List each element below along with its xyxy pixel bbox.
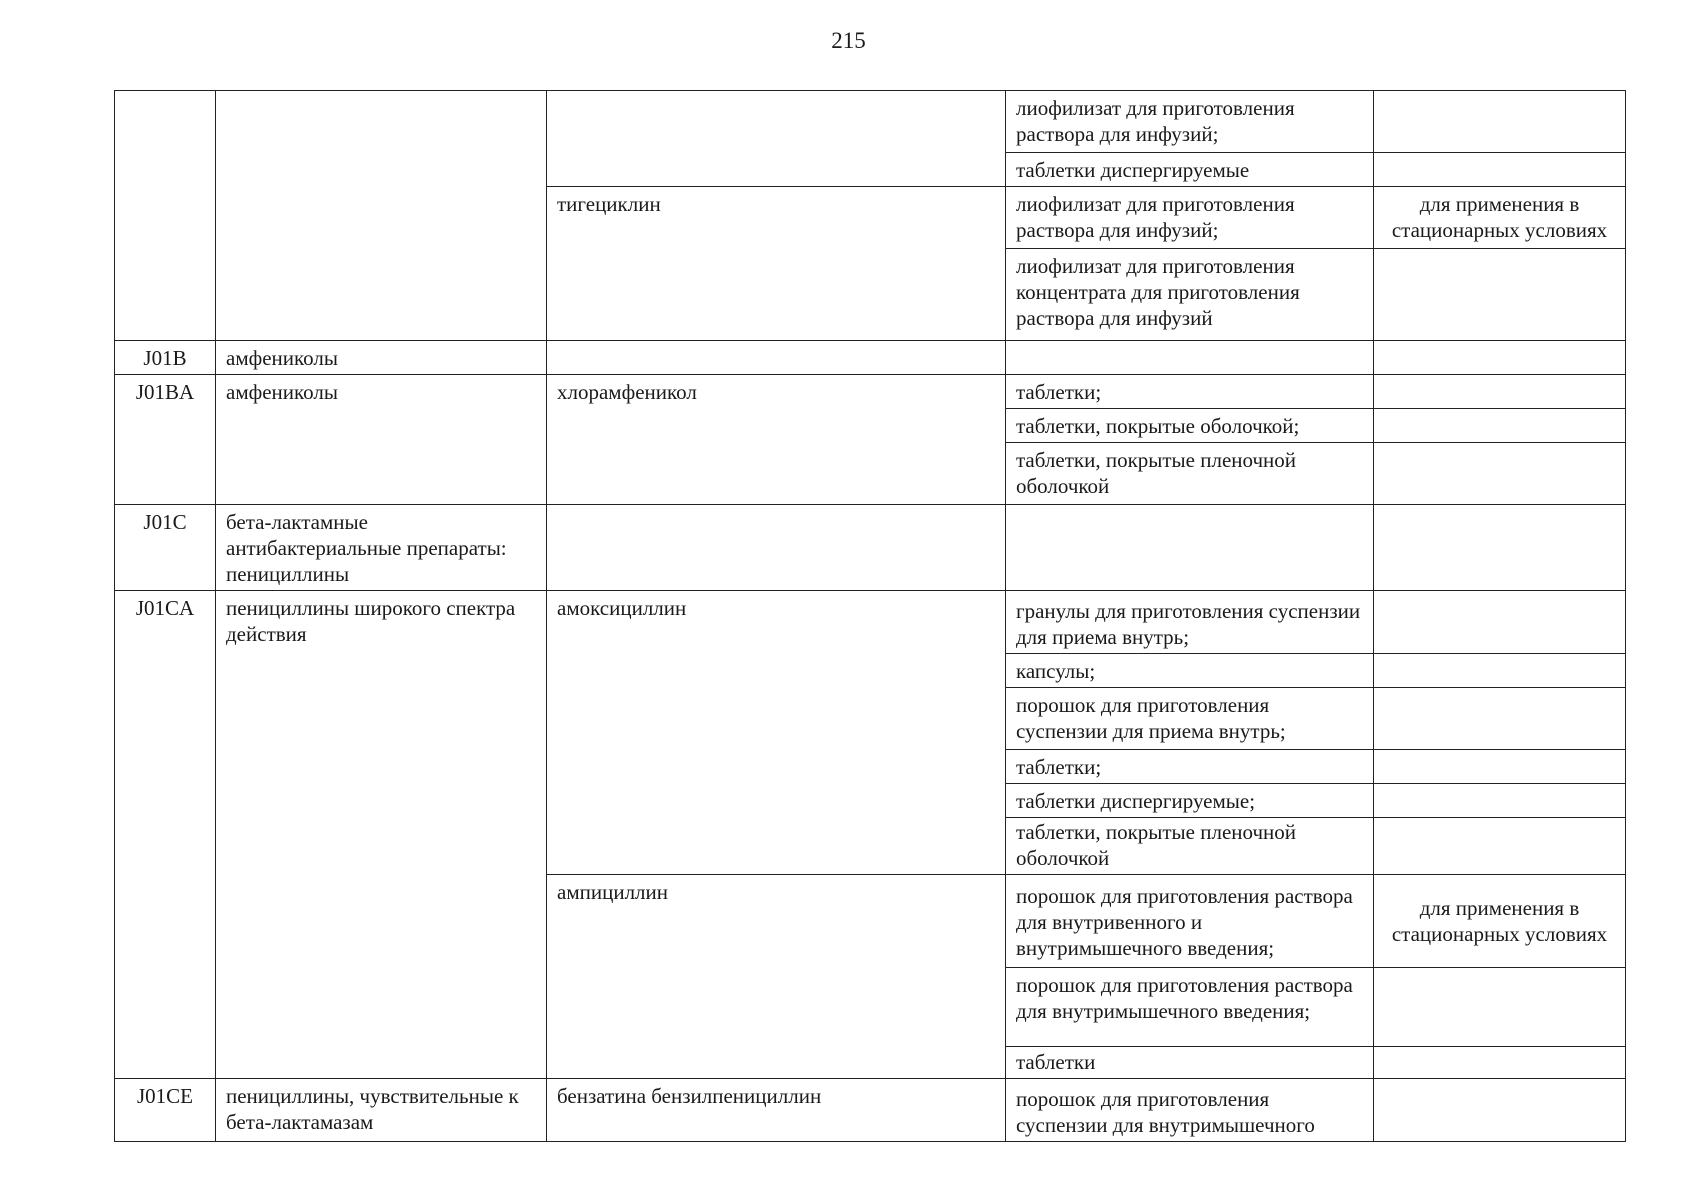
note-cell	[1374, 968, 1626, 1047]
group-name-cell: амфениколы	[216, 375, 547, 505]
group-name-cell: пенициллины, чувствительные к бета-лактамазам	[216, 1079, 547, 1142]
note-cell	[1374, 341, 1626, 375]
note-cell	[1374, 1079, 1626, 1142]
dosage-form-cell: капсулы;	[1006, 654, 1374, 688]
dosage-form-cell	[1006, 341, 1374, 375]
drug-name-cell: хлорамфеникол	[547, 375, 1006, 505]
dosage-form-cell: порошок для приготовления раствора для внутривенного и внутримышечного введения;	[1006, 875, 1374, 968]
dosage-form-cell: таблетки, покрытые оболочкой;	[1006, 409, 1374, 443]
table-row	[115, 1079, 1626, 1142]
atc-code-cell: J01CE	[115, 1079, 216, 1142]
note-cell	[1374, 409, 1626, 443]
table-row	[115, 91, 1626, 153]
dosage-form-cell: порошок для приготовления раствора для внутримышечного введения;	[1006, 968, 1374, 1047]
note-cell	[1374, 688, 1626, 750]
drug-name-cell	[547, 505, 1006, 591]
note-cell	[1374, 249, 1626, 341]
dosage-form-cell: таблетки диспергируемые	[1006, 153, 1374, 187]
dosage-form-cell: таблетки, покрытые пленочной оболочкой	[1006, 818, 1374, 875]
note-cell	[1374, 654, 1626, 688]
page-number: 215	[831, 28, 866, 53]
dosage-form-cell: таблетки	[1006, 1047, 1374, 1079]
dosage-form-cell: таблетки;	[1006, 375, 1374, 409]
drug-name-cell	[547, 91, 1006, 187]
dosage-form-cell: таблетки;	[1006, 750, 1374, 784]
note-cell	[1374, 375, 1626, 409]
note-cell	[1374, 591, 1626, 654]
note-cell	[1374, 784, 1626, 818]
dosage-form-cell: лиофилизат для приготовления раствора для инфузий;	[1006, 91, 1374, 153]
dosage-form-cell: таблетки диспергируемые;	[1006, 784, 1374, 818]
atc-code-cell: J01C	[115, 505, 216, 591]
note-cell	[1374, 505, 1626, 591]
group-name-cell: пенициллины широкого спектра действия	[216, 591, 547, 1079]
dosage-form-cell: гранулы для приготовления суспензии для приема внутрь;	[1006, 591, 1374, 654]
drug-name-cell	[547, 341, 1006, 375]
drug-name-cell: тигециклин	[547, 187, 1006, 341]
note-cell	[1374, 818, 1626, 875]
atc-code-cell: J01CA	[115, 591, 216, 1079]
dosage-form-cell: порошок для приготовления суспензии для внутримышечного	[1006, 1079, 1374, 1142]
group-name-cell	[216, 91, 547, 341]
group-name-cell: бета-лактамные антибактериальные препараты: пенициллины	[216, 505, 547, 591]
dosage-form-cell: порошок для приготовления суспензии для приема внутрь;	[1006, 688, 1374, 750]
note-cell	[1374, 153, 1626, 187]
drug-name-cell: ампициллин	[547, 875, 1006, 1079]
note-cell	[1374, 91, 1626, 153]
drug-table	[114, 90, 1626, 1142]
note-cell: для применения в стационарных условиях	[1374, 187, 1626, 249]
table-row	[115, 505, 1626, 591]
dosage-form-cell	[1006, 505, 1374, 591]
dosage-form-cell: таблетки, покрытые пленочной оболочкой	[1006, 443, 1374, 505]
note-cell: для применения в стационарных условиях	[1374, 875, 1626, 968]
table-row	[115, 341, 1626, 375]
note-cell	[1374, 750, 1626, 784]
table-row	[115, 591, 1626, 654]
atc-code-cell: J01BA	[115, 375, 216, 505]
dosage-form-cell: лиофилизат для приготовления раствора для инфузий;	[1006, 187, 1374, 249]
note-cell	[1374, 443, 1626, 505]
dosage-form-cell: лиофилизат для приготовления концентрата для приготовления раствора для инфузий	[1006, 249, 1374, 341]
drug-name-cell: бензатина бензилпенициллин	[547, 1079, 1006, 1142]
table-row	[115, 375, 1626, 409]
atc-code-cell	[115, 91, 216, 341]
note-cell	[1374, 1047, 1626, 1079]
atc-code-cell: J01B	[115, 341, 216, 375]
group-name-cell: амфениколы	[216, 341, 547, 375]
drug-name-cell: амоксициллин	[547, 591, 1006, 875]
